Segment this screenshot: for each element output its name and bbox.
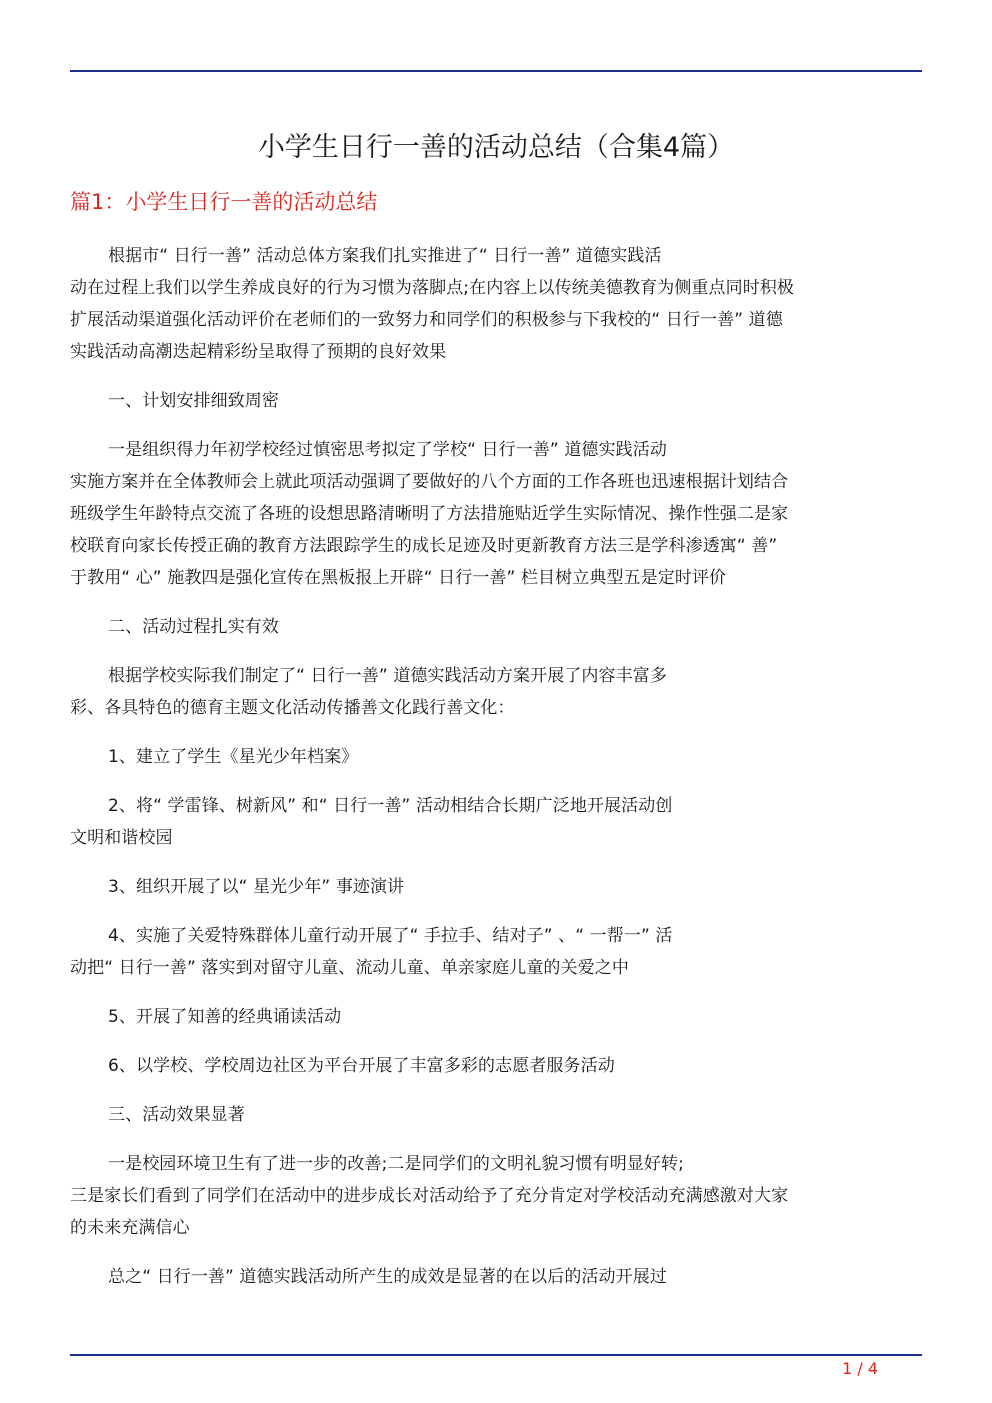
paragraph: [70, 871, 922, 903]
paragraph-line: 三是家长们看到了同学们在活动中的进步成长对活动给予了充分肯定对学校活动充满感激对大家: [70, 1186, 789, 1206]
paragraph-line: 1、建立了学生《星光少年档案》: [108, 747, 359, 767]
paragraph-line: 一是组织得力年初学校经过慎密思考拟定了学校“ 日行一善” 道德实践活动: [108, 440, 667, 460]
page-number: 1 / 4: [842, 1359, 878, 1378]
paragraph-line: 二、活动过程扎实有效: [108, 617, 279, 637]
paragraph: [70, 611, 922, 643]
paragraph-line: 于教用“ 心” 施教四是强化宣传在黑板报上开辟“ 日行一善” 栏目树立典型五是定时评价: [70, 568, 727, 588]
paragraph-line: 3、组织开展了以“ 星光少年” 事迹演讲: [108, 877, 405, 897]
paragraph: [70, 1050, 922, 1082]
paragraph-line: 一是校园环境卫生有了进一步的改善;二是同学们的文明礼貌习惯有明显好转;: [108, 1154, 684, 1174]
paragraph-line: 的未来充满信心: [70, 1218, 190, 1238]
paragraph-line: 彩、各具特色的德育主题文化活动传播善文化践行善文化：: [70, 698, 515, 718]
paragraph-line: 扩展活动渠道强化活动评价在老师们的一致努力和同学们的积极参与下我校的“ 日行一善” 道德: [70, 310, 783, 330]
paragraph: [70, 790, 922, 854]
paragraph-line: 总之“ 日行一善” 道德实践活动所产生的成效是显著的在以后的活动开展过: [108, 1267, 667, 1287]
header-rule: [70, 70, 922, 72]
paragraph-line: 根据学校实际我们制定了“ 日行一善” 道德实践活动方案开展了内容丰富多: [108, 666, 667, 686]
paragraph-line: 5、开展了知善的经典诵读活动: [108, 1007, 342, 1027]
paragraph: [70, 920, 922, 984]
paragraph-line: 实施方案并在全体教师会上就此项活动强调了要做好的八个方面的工作各班也迅速根据计划结合: [70, 472, 789, 492]
paragraph-line: 动把“ 日行一善” 落实到对留守儿童、流动儿童、单亲家庭儿童的关爱之中: [70, 958, 629, 978]
paragraph: [70, 240, 922, 368]
paragraph-line: 6、以学校、学校周边社区为平台开展了丰富多彩的志愿者服务活动: [108, 1056, 615, 1076]
paragraph: [70, 1099, 922, 1131]
paragraph-line: 根据市“ 日行一善” 活动总体方案我们扎实推进了“ 日行一善” 道德实践活: [108, 246, 662, 266]
paragraph: [70, 1001, 922, 1033]
paragraph-line: 班级学生年龄特点交流了各班的设想思路清晰明了方法措施贴近学生实际情况、操作性强二是家: [70, 504, 789, 524]
paragraph-line: 文明和谐校园: [70, 828, 173, 848]
document-body: [70, 240, 922, 1310]
paragraph: [70, 434, 922, 594]
paragraph-line: 实践活动高潮迭起精彩纷呈取得了预期的良好效果: [70, 342, 447, 362]
section-heading: 篇1：小学生日行一善的活动总结: [70, 190, 378, 214]
paragraph-line: 2、将“ 学雷锋、树新风” 和“ 日行一善” 活动相结合长期广泛地开展活动创: [108, 796, 673, 816]
paragraph-line: 一、计划安排细致周密: [108, 391, 279, 411]
document-title: 小学生日行一善的活动总结（合集4篇）: [257, 132, 735, 163]
paragraph-line: 三、活动效果显著: [108, 1105, 245, 1125]
footer-rule: [70, 1354, 922, 1356]
paragraph: [70, 741, 922, 773]
paragraph: [70, 1148, 922, 1244]
paragraph-line: 4、实施了关爱特殊群体儿童行动开展了“ 手拉手、结对子” 、“ 一帮一” 活: [108, 926, 673, 946]
paragraph: [70, 660, 922, 724]
paragraph-line: 校联育向家长传授正确的教育方法跟踪学生的成长足迹及时更新教育方法三是学科渗透寓“ 善”: [70, 536, 778, 556]
paragraph: [70, 385, 922, 417]
paragraph-line: 动在过程上我们以学生养成良好的行为习惯为落脚点;在内容上以传统美德教育为侧重点同时积极: [70, 278, 795, 298]
paragraph: [70, 1261, 922, 1293]
